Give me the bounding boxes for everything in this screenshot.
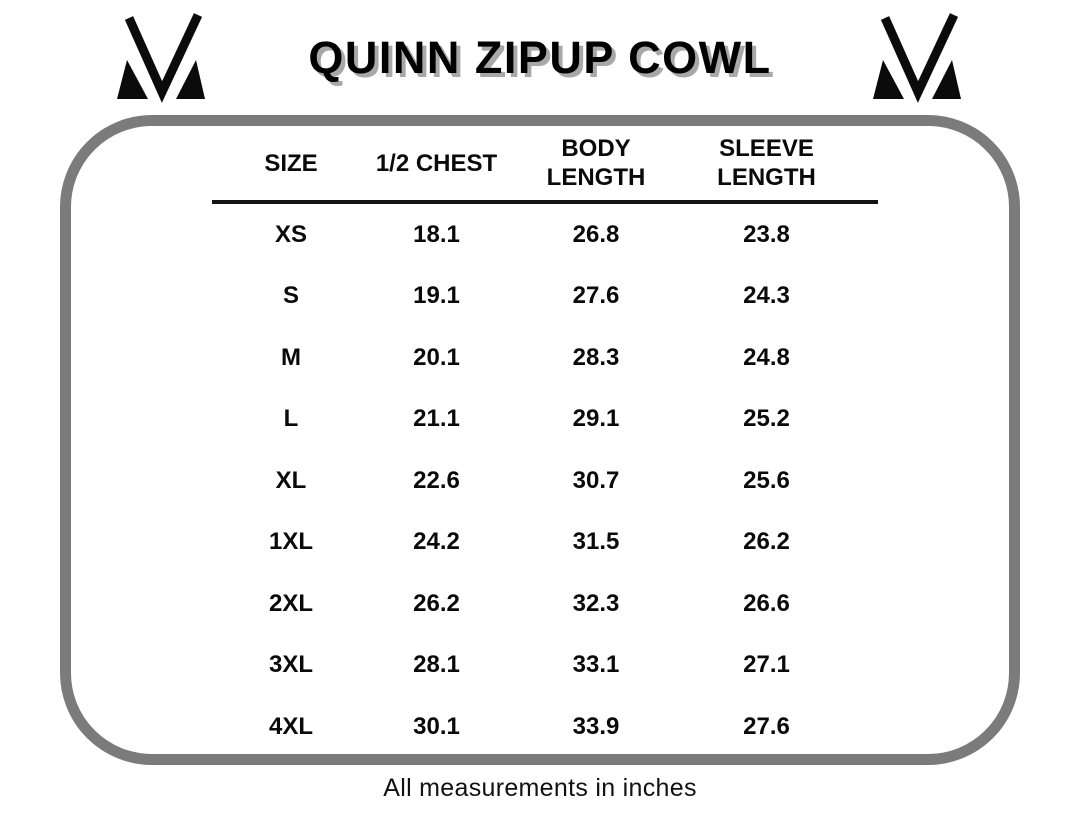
half-chest-cell: 28.1	[413, 651, 460, 679]
sleeve-length-cell: 25.2	[743, 405, 790, 433]
half-chest-cell: 22.6	[413, 466, 460, 494]
column-header-label: BODY LENGTH	[546, 135, 646, 191]
sleeve-length-cell: 23.8	[743, 220, 790, 248]
column-header-label: SLEEVE LENGTH	[717, 135, 816, 191]
half-chest-cell: 24.2	[413, 528, 460, 556]
body-length-cell: 32.3	[572, 589, 620, 617]
column-header-half-chest	[370, 150, 503, 179]
page-title: QUINN ZIPUP COWL	[308, 32, 772, 83]
table-row	[212, 696, 844, 758]
body-length-cell: 33.9	[572, 712, 620, 740]
body-length-cell: 29.1	[572, 405, 620, 433]
body-length-cell: 31.5	[572, 528, 620, 556]
table-row	[212, 327, 844, 389]
column-header-body-length	[503, 135, 689, 193]
half-chest-cell: 21.1	[413, 405, 460, 433]
body-length-cell: 27.6	[572, 282, 620, 310]
sleeve-length-cell: 25.6	[743, 466, 790, 494]
table-row	[212, 450, 844, 512]
table-row	[212, 204, 844, 266]
body-length-cell: 28.3	[572, 343, 620, 371]
column-header-label: 1/2 CHEST	[375, 149, 498, 177]
m-monogram-icon	[112, 11, 212, 105]
half-chest-cell: 20.1	[413, 343, 460, 371]
sleeve-length-cell: 24.8	[743, 343, 790, 371]
column-header-size	[212, 150, 370, 179]
m-monogram-icon	[868, 11, 968, 105]
half-chest-cell: 30.1	[413, 712, 460, 740]
size-cell: XL	[275, 466, 307, 494]
size-cell: 1XL	[268, 528, 313, 556]
size-cell: 2XL	[268, 589, 313, 617]
column-header-sleeve-length	[689, 135, 844, 193]
half-chest-cell: 19.1	[413, 282, 460, 310]
table-row	[212, 389, 844, 451]
table-row	[212, 512, 844, 574]
body-length-cell: 33.1	[572, 651, 620, 679]
size-cell: 4XL	[268, 712, 313, 740]
table-body	[212, 204, 844, 758]
table-header	[212, 130, 844, 198]
table-row	[212, 635, 844, 697]
header	[0, 0, 1080, 116]
sleeve-length-cell: 27.6	[743, 712, 790, 740]
column-header-label: SIZE	[264, 149, 318, 177]
sleeve-length-cell: 26.2	[743, 528, 790, 556]
table-row	[212, 573, 844, 635]
measurements-note: All measurements in inches	[383, 774, 697, 802]
body-length-cell: 26.8	[572, 220, 620, 248]
sleeve-length-cell: 24.3	[743, 282, 790, 310]
sleeve-length-cell: 27.1	[743, 651, 790, 679]
size-cell: M	[281, 343, 301, 371]
body-length-cell: 30.7	[572, 466, 620, 494]
size-cell: S	[282, 282, 299, 310]
size-cell: 3XL	[268, 651, 313, 679]
size-cell: L	[283, 405, 299, 433]
table-row	[212, 266, 844, 328]
size-cell: XS	[274, 220, 307, 248]
half-chest-cell: 18.1	[413, 220, 460, 248]
half-chest-cell: 26.2	[413, 589, 460, 617]
sleeve-length-cell: 26.6	[743, 589, 790, 617]
